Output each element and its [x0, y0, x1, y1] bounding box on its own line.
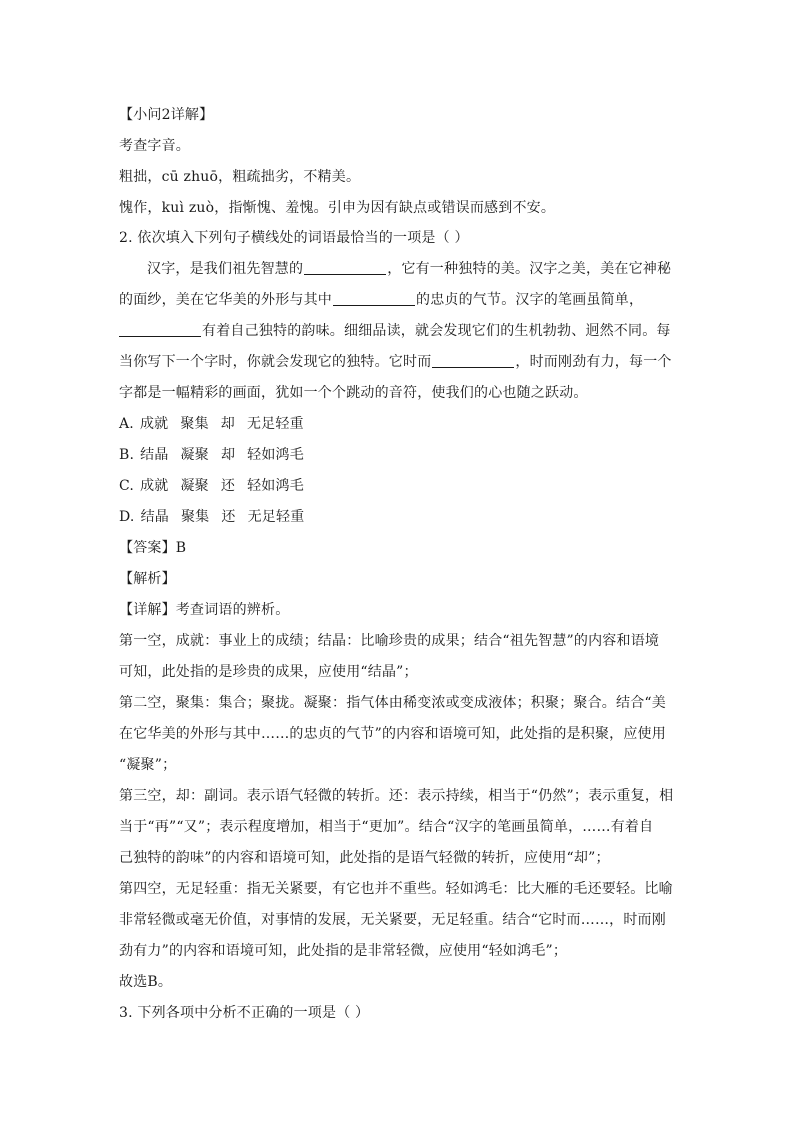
option-word: 成就: [140, 478, 169, 494]
analysis-line: 第四空，无足轻重：指无关紧要，有它也并不重些。轻如鸿毛：比大雁的毛还要轻。比喻: [119, 881, 673, 897]
passage-line: [119, 290, 643, 310]
passage-text: 有着自己独特的韵味。细细品读，就会发现它们的生机勃勃、迥然不同。每: [202, 323, 671, 339]
passage-text: ，它有一种独特的美。汉字之美，美在它神秘: [387, 261, 672, 277]
option-word: 凝聚: [180, 478, 209, 494]
fill-blank: [333, 291, 415, 306]
passage-text: 的忠贞的气节。汉字的笔画虽简单，: [416, 292, 644, 308]
option-letter: B.: [119, 447, 135, 463]
option-word: 结晶: [140, 447, 169, 463]
analysis-line: 考查字音。: [119, 138, 190, 154]
analysis-line: 粗拙，cū zhuō，粗疏拙劣，不精美。: [119, 169, 361, 185]
option-word: 却: [220, 416, 235, 432]
fill-blank: [304, 260, 386, 275]
passage-line: [147, 259, 671, 279]
option-word: 轻如鸿毛: [247, 447, 304, 463]
analysis-line: 愧作，kuì zuò，指惭愧、羞愧。引申为因有缺点或错误而感到不安。: [119, 200, 556, 216]
option-word: 凝聚: [180, 447, 209, 463]
analysis-line: 在它华美的外形与其中……的忠贞的气节”的内容和语境可知，此处指的是积聚，应使用: [119, 726, 666, 742]
analysis-line: 第二空，聚集：集合；聚拢。凝聚：指气体由稀变浓或变成液体；积聚；聚合。结合“美: [119, 695, 666, 711]
analysis-line: 劲有力”的内容和语境可知，此处指的是非常轻微，应使用“轻如鸿毛”；: [119, 943, 568, 959]
option-letter: A.: [119, 416, 134, 432]
option-word: 聚集: [180, 509, 210, 525]
option-word: 聚集: [180, 416, 209, 432]
fill-blank: [119, 322, 201, 337]
analysis-line: 故选B。: [119, 974, 173, 990]
option-word: 无足轻重: [247, 509, 305, 525]
analysis-title: 【解析】: [119, 571, 176, 587]
analysis-line: 非常轻微或毫无价值，对事情的发展，无关紧要，无足轻重。结合“它时而……，时而刚: [119, 912, 666, 928]
option-c: [119, 476, 316, 496]
analysis-line: 可知，此处指的是珍贵的成果，应使用“结晶”；: [119, 664, 418, 680]
option-d: [119, 507, 316, 527]
passage-line: [119, 352, 672, 372]
section-title: 【小问2详解】: [119, 107, 214, 123]
option-word: 成就: [139, 416, 169, 432]
option-word: 还: [220, 478, 236, 494]
passage-line: 字都是一幅精彩的画面，犹如一个个跳动的音符，使我们的心也随之跃动。: [119, 385, 588, 401]
fill-blank: [432, 353, 514, 368]
analysis-line: 第三空，却：副词。表示语气轻微的转折。还：表示持续，相当于“仍然”；表示重复，相: [119, 788, 674, 804]
question-2-stem: 2. 依次填入下列句子横线处的词语最恰当的一项是（ ）: [119, 230, 469, 246]
passage-line: [119, 321, 671, 341]
passage-text: ，时而刚劲有力，每一个: [515, 354, 672, 370]
answer: 【答案】B: [119, 540, 187, 556]
analysis-line: 己独特的韵味”的内容和语境可知，此处指的是语气轻微的转折，应使用“却”；: [119, 850, 610, 866]
option-word: 还: [221, 509, 236, 525]
option-letter: C.: [119, 478, 135, 494]
passage-text: 当你写下一个字时，你就会发现它的独特。它时而: [119, 354, 432, 370]
passage-text: 汉字，是我们祖先智慧的: [147, 261, 304, 277]
analysis-line: 第一空，成就：事业上的成绩；结晶：比喻珍贵的成果；结合“祖先智慧”的内容和语境: [119, 633, 660, 649]
analysis-line: 【详解】考查词语的辨析。: [119, 602, 290, 618]
option-b: [119, 445, 316, 465]
option-word: 轻如鸿毛: [247, 478, 304, 494]
option-letter: D.: [119, 509, 135, 525]
question-3-stem: 3. 下列各项中分析不正确的一项是（ ）: [119, 1005, 370, 1021]
passage-text: 的面纱，美在它华美的外形与其中: [119, 292, 332, 308]
option-word: 却: [220, 447, 236, 463]
option-word: 无足轻重: [246, 416, 304, 432]
option-a: [119, 414, 316, 434]
analysis-line: “凝聚”；: [119, 757, 177, 773]
analysis-line: 当于“再”“又”；表示程度增加，相当于“更加”。结合“汉字的笔画虽简单，……有着自: [119, 819, 654, 835]
option-word: 结晶: [140, 509, 169, 525]
